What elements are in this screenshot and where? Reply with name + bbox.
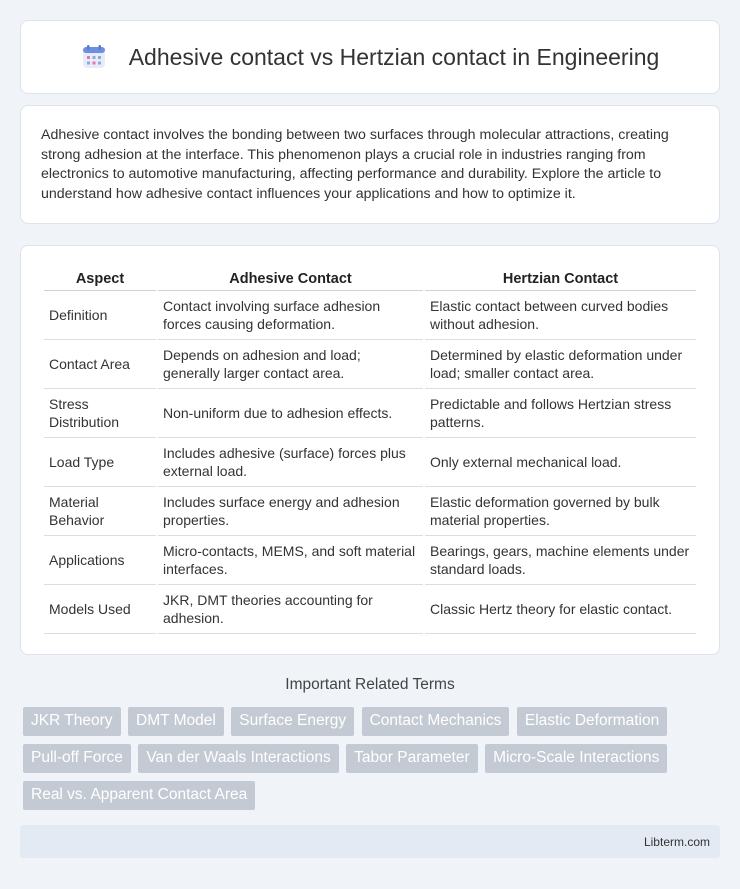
footer-site-link[interactable]: Libterm.com [643,835,710,849]
aspect-cell: Models Used [44,585,156,634]
page-title: Adhesive contact vs Hertzian contact in Engineering [128,43,660,70]
table-row [44,291,696,340]
adhesive-cell: Micro-contacts, MEMS, and soft material interfaces. [158,536,423,585]
tag-elastic-deformation[interactable]: Elastic Deformation [517,707,667,736]
aspect-cell: Material Behavior [44,487,156,536]
adhesive-cell: Includes surface energy and adhesion properties. [158,487,423,536]
aspect-cell: Stress Distribution [44,389,156,438]
aspect-cell: Applications [44,536,156,585]
table-header-row [44,266,696,291]
column-header-hertzian: Hertzian Contact [425,266,696,291]
tag-van-der-waals[interactable]: Van der Waals Interactions [138,744,338,773]
table-row [44,487,696,536]
comparison-table-card [20,245,720,655]
table-row [44,340,696,389]
footer [20,825,720,858]
hertzian-cell: Classic Hertz theory for elastic contact. [425,585,696,634]
tag-dmt-model[interactable]: DMT Model [128,707,224,736]
related-terms-tags [23,707,703,818]
hertzian-cell: Elastic contact between curved bodies without adhesion. [425,291,696,340]
adhesive-cell: Contact involving surface adhesion forces causing deformation. [158,291,423,340]
intro-paragraph: Adhesive contact involves the bonding between two surfaces through molecular attractions, creating strong adhesion at the interface. This phenomenon plays a crucial role in industries ranging from electronics to automotive manufacturing, affecting performance and durability. Explore the article to understand how adhesive contact influences your applications and how to optimize it. [41,127,669,202]
hertzian-cell: Predictable and follows Hertzian stress patterns. [425,389,696,438]
comparison-table [42,266,698,634]
tag-real-vs-apparent[interactable]: Real vs. Apparent Contact Area [23,781,255,810]
hertzian-cell: Only external mechanical load. [425,438,696,487]
hertzian-cell: Determined by elastic deformation under load; smaller contact area. [425,340,696,389]
table-row [44,438,696,487]
adhesive-cell: Non-uniform due to adhesion effects. [158,389,423,438]
table-row [44,536,696,585]
hertzian-cell: Bearings, gears, machine elements under standard loads. [425,536,696,585]
table-row [44,389,696,438]
related-terms-title: Important Related Terms [285,676,455,693]
tag-micro-scale[interactable]: Micro-Scale Interactions [485,744,667,773]
aspect-cell: Load Type [44,438,156,487]
column-header-aspect: Aspect [44,266,156,291]
tag-pull-off-force[interactable]: Pull-off Force [23,744,131,773]
calendar-grid-icon [81,44,107,70]
tag-jkr-theory[interactable]: JKR Theory [23,707,121,736]
column-header-adhesive: Adhesive Contact [158,266,423,291]
adhesive-cell: JKR, DMT theories accounting for adhesion. [158,585,423,634]
tag-contact-mechanics[interactable]: Contact Mechanics [362,707,510,736]
intro-card [20,105,720,224]
hertzian-cell: Elastic deformation governed by bulk material properties. [425,487,696,536]
adhesive-cell: Depends on adhesion and load; generally larger contact area. [158,340,423,389]
aspect-cell: Definition [44,291,156,340]
table-row [44,585,696,634]
aspect-cell: Contact Area [44,340,156,389]
tag-tabor-parameter[interactable]: Tabor Parameter [346,744,477,773]
adhesive-cell: Includes adhesive (surface) forces plus external load. [158,438,423,487]
title-card [20,20,720,94]
tag-surface-energy[interactable]: Surface Energy [231,707,354,736]
